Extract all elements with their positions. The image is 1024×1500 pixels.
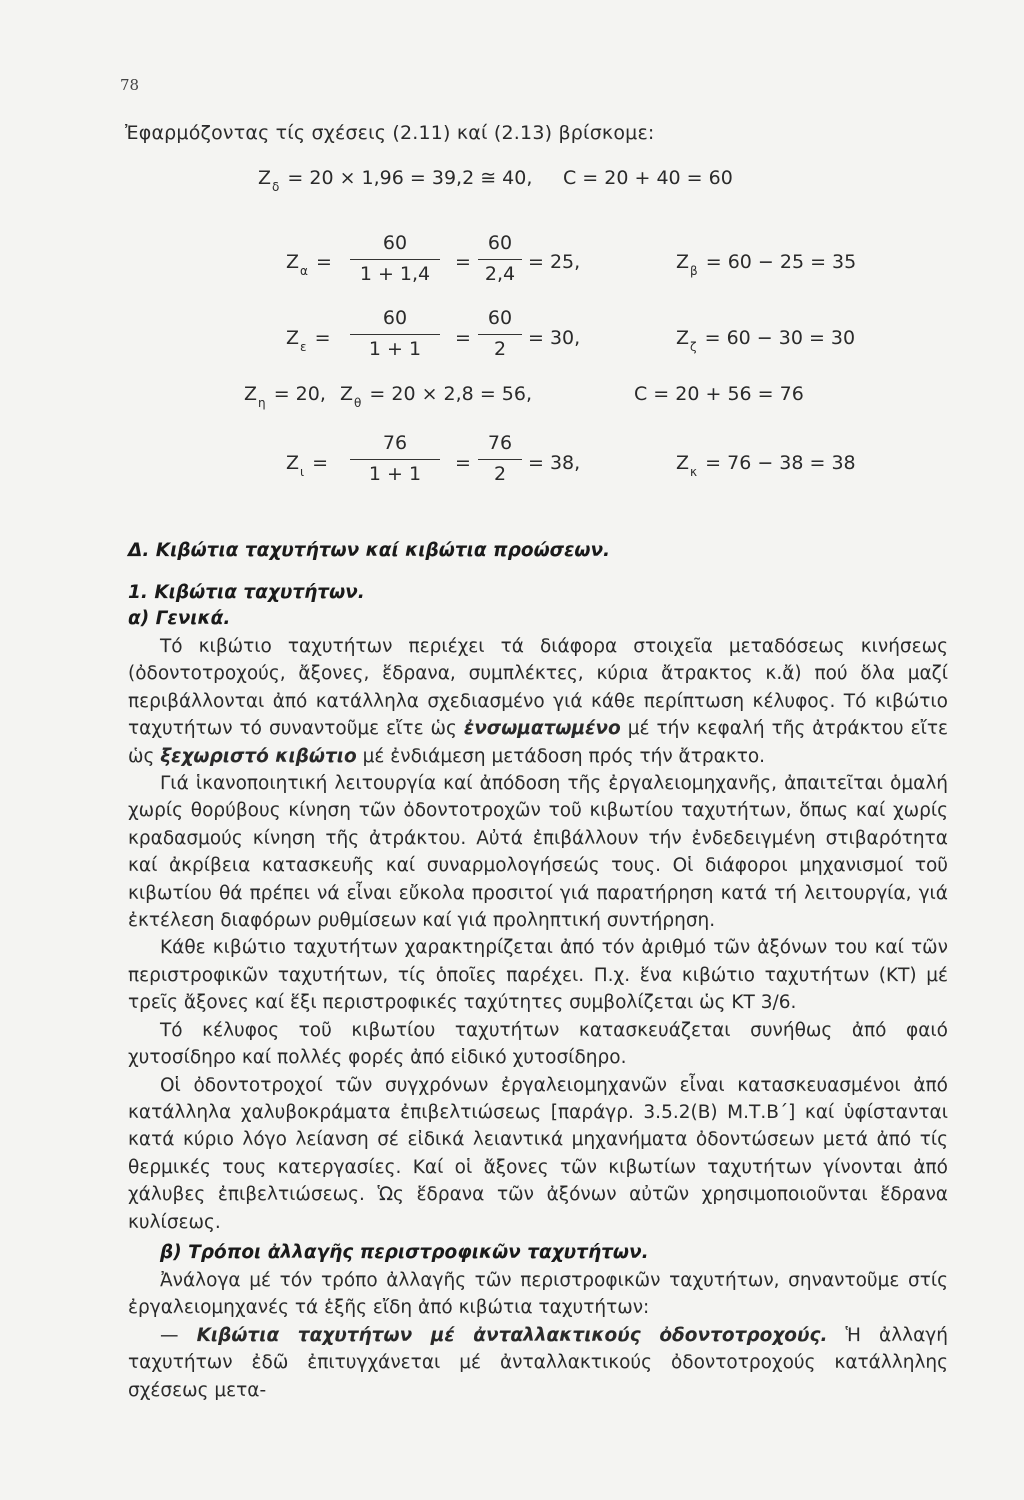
paragraph-4: Τό κέλυφος τοῦ κιβωτίου ταχυτήτων κατασκευάζεται συνήθως ἀπό φαιό χυτοσίδηρο καί πολλές φορές ἀπό εἰδικό χυτοσίδηρο. bbox=[128, 1019, 948, 1069]
result-z-iota: = 38, bbox=[528, 452, 581, 474]
equation-z-kappa: $Z_\kappa = 76 - 38 = 38$ bbox=[676, 452, 856, 479]
equals-sign: = bbox=[455, 452, 471, 474]
fraction-z-iota-1: 76 1 + 1 bbox=[350, 432, 440, 485]
page-number: 78 bbox=[120, 76, 140, 94]
paragraph-1: Τό κιβώτιο ταχυτήτων περιέχει τά διάφορα στοιχεῖα μεταδόσεως κινήσεως (ὀδοντοτροχούς, ἄξονες, ἕδρανα, συμπλέκτες, κύρια ἄτρακτος κ.ἄ) πού ὅλα μαζί περιβάλλονται ἀπό κατάλληλα σχεδιασμένο γιά κάθε περίπτωση κέλυφος. Τό κιβώτιο ταχυτήτων τό συναντοῦμε εἴτε ὡς ἐνσωματωμένο μέ τήν κεφαλή τῆς ἀτράκτου εἴτε ὡς ξεχωριστό κιβώτιο μέ ἐνδιάμεση μετάδοση πρός τήν ἄτρακτο. bbox=[128, 636, 948, 767]
body-text-block-2 bbox=[128, 1267, 948, 1404]
equation-c-second: C = 20 + 56 = 76 bbox=[634, 383, 804, 405]
equation-z-epsilon-lhs: $Z_\varepsilon$ = bbox=[286, 327, 331, 354]
equation-z-alpha-lhs: $Z_\alpha$ = bbox=[286, 251, 332, 278]
subsection-speed-change: β) Τρόποι ἀλλαγῆς περιστροφικῶν ταχυτήτων. bbox=[160, 1242, 649, 1263]
intro-sentence: Ἐφαρμόζοντας τίς σχέσεις (2.11) καί (2.13) βρίσκομε: bbox=[125, 122, 655, 144]
equation-z-beta: $Z_\beta = 60 - 25 = 35$ bbox=[676, 251, 857, 278]
body-text-block-1 bbox=[128, 633, 948, 1236]
paragraph-7: — Κιβώτια ταχυτήτων μέ ἀνταλλακτικούς ὀδοντοτροχούς. Ἡ ἀλλαγή ταχυτήτων ἐδῶ ἐπιτυγχάνεται μέ ἀνταλλακτικούς ὀδοντοτροχούς κατάλληλης σχέσεως μετα- bbox=[128, 1324, 948, 1401]
result-z-alpha: = 25, bbox=[528, 251, 581, 273]
result-z-epsilon: = 30, bbox=[528, 327, 581, 349]
paragraph-3: Κάθε κιβώτιο ταχυτήτων χαρακτηρίζεται ἀπό τόν ἀριθμό τῶν ἀξόνων του καί τῶν περιστροφικῶν ταχυτήτων, τίς ὁποῖες παρέχει. Π.χ. ἕνα κιβώτιο ταχυτήτων (ΚΤ) μέ τρεῖς ἄξονες καί ἕξι περιστροφικές ταχύτητες συμβολίζεται ὡς ΚΤ 3/6. bbox=[128, 937, 948, 1014]
equation-z-theta: $Z_\theta = 20 \times 2,8 = 56$, bbox=[340, 383, 532, 410]
subsection-title: 1. Κιβώτια ταχυτήτων. bbox=[128, 582, 365, 603]
fraction-z-epsilon-2: 60 2 bbox=[478, 307, 522, 360]
equation-z-iota-lhs: $Z_\iota$ = bbox=[286, 452, 329, 479]
equals-sign: = bbox=[455, 327, 471, 349]
equation-z-eta: $Z_\eta = 20$, bbox=[244, 383, 326, 410]
fraction-z-alpha-1: 60 1 + 1,4 bbox=[350, 232, 440, 285]
equation-c-first: C = 20 + 40 = 60 bbox=[563, 167, 733, 189]
section-title: Δ. Κιβώτια ταχυτήτων καί κιβώτια προώσεων. bbox=[128, 540, 611, 561]
equation-z-zeta: $Z_\zeta = 60 - 30 = 30$ bbox=[676, 327, 856, 354]
fraction-z-epsilon-1: 60 1 + 1 bbox=[350, 307, 440, 360]
fraction-z-alpha-2: 60 2,4 bbox=[478, 232, 522, 285]
subsection-general: α) Γενικά. bbox=[128, 608, 231, 629]
equals-sign: = bbox=[455, 251, 471, 273]
equation-z-delta: $Z_\delta = 20 \times 1,96 = 39,2$ ≅ 40, bbox=[258, 167, 533, 194]
paragraph-6: Ἀνάλογα μέ τόν τρόπο ἀλλαγῆς τῶν περιστροφικῶν ταχυτήτων, σηναντοῦμε στίς ἐργαλειομηχανές τά ἑξῆς εἴδη ἀπό κιβώτια ταχυτήτων: bbox=[128, 1270, 948, 1319]
paragraph-5: Οἱ ὀδοντοτροχοί τῶν συγχρόνων ἐργαλειομηχανῶν εἶναι κατασκευασμένοι ἀπό κατάλληλα χαλυβοκράματα ἐπιβελτιώσεως [παράγρ. 3.5.2(Β) Μ.Τ.Β΄] καί ὑφίστανται κατά κύριο λόγο λείανση σέ εἰδικά λειαντικά μηχανήματα ὀδοντώσεων μετά ἀπό τίς θερμικές τους κατεργασίες. Καί οἱ ἄξονες τῶν κιβωτίων ταχυτήτων γίνονται ἀπό χάλυβες ἐπιβελτιώσεως. Ὡς ἕδρανα τῶν ἀξόνων αὐτῶν χρησιμοποιοῦνται ἕδρανα κυλίσεως. bbox=[128, 1074, 948, 1233]
fraction-z-iota-2: 76 2 bbox=[478, 432, 522, 485]
paragraph-2: Γιά ἱκανοποιητική λειτουργία καί ἀπόδοση τῆς ἐργαλειομηχανῆς, ἀπαιτεῖται ὁμαλή χωρίς θορύβους κίνηση τῶν ὀδοντοτροχῶν τοῦ κιβωτίου ταχυτήτων, ὅπως καί χωρίς κραδασμούς κίνηση τῆς ἀτράκτου. Αὐτά ἐπιβάλλουν τήν ἐνδεδειγμένη στιβαρότητα καί ἀκρίβεια κατασκευῆς καί συναρμολογήσεώς τους. Οἱ διάφοροι μηχανισμοί τοῦ κιβωτίου θά πρέπει νά εἶναι εὔκολα προσιτοί γιά παρατήρηση κατά τή λειτουργία, γιά ἐκτέλεση διαφόρων ρυθμίσεων καί γιά προληπτική συντήρηση. bbox=[128, 773, 948, 932]
